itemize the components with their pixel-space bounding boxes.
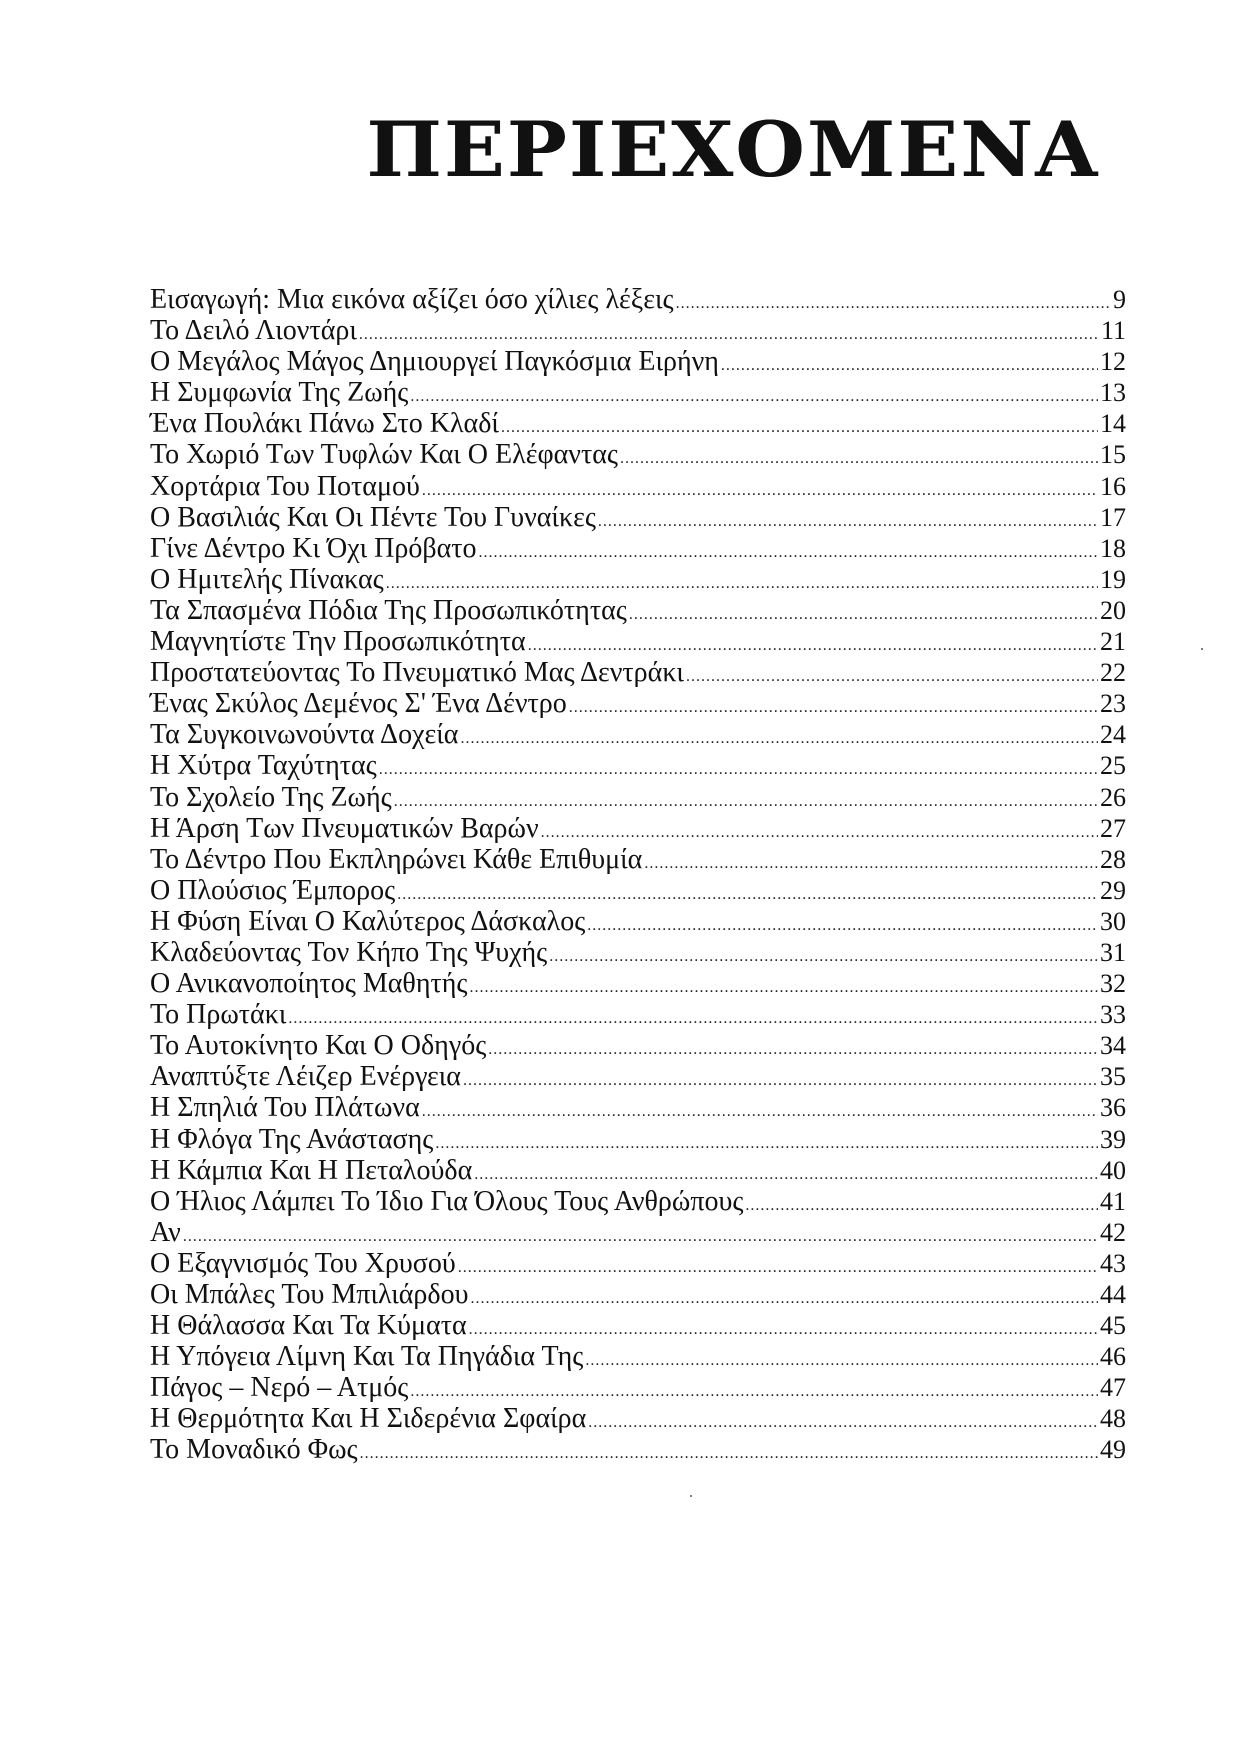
toc-entry bbox=[150, 1372, 1126, 1403]
toc-entry-page-number: 30 bbox=[1100, 906, 1126, 936]
toc-entry-page-number: 31 bbox=[1100, 937, 1126, 967]
dot-leader bbox=[676, 288, 1111, 319]
dot-leader bbox=[620, 443, 1098, 474]
toc-entry bbox=[150, 657, 1126, 688]
toc-entry-page-number: 43 bbox=[1100, 1248, 1126, 1278]
toc-entry-page-number: 22 bbox=[1100, 658, 1126, 688]
toc-entry-title: Η Φλόγα Της Ανάστασης bbox=[150, 1123, 434, 1155]
dot-leader bbox=[435, 1128, 1098, 1159]
toc-entry-title: Μαγνητίστε Την Προσωπικότητα bbox=[150, 626, 526, 658]
toc-entry bbox=[150, 595, 1126, 626]
toc-entry-title: Ο Ήλιος Λάμπει Το Ίδιο Για Όλους Τους Ανθρώπους bbox=[150, 1185, 744, 1217]
toc-entry-page-number: 29 bbox=[1100, 875, 1126, 905]
toc-entry-page-number: 42 bbox=[1100, 1217, 1126, 1247]
dot-leader bbox=[488, 1034, 1098, 1065]
toc-entry-title: Το Μοναδικό Φως bbox=[150, 1434, 358, 1466]
toc-entry-page-number: 28 bbox=[1100, 844, 1126, 874]
dot-leader bbox=[644, 848, 1098, 879]
dot-leader bbox=[379, 754, 1098, 785]
dot-leader bbox=[463, 1065, 1098, 1096]
toc-entry bbox=[150, 502, 1126, 533]
page-title: ΠΕΡΙΕΧΟΜΕΝΑ bbox=[366, 105, 1100, 194]
dot-leader bbox=[422, 1096, 1098, 1127]
toc-entry-title: Ένα Πουλάκι Πάνω Στο Κλαδί bbox=[150, 408, 499, 440]
toc-entry bbox=[150, 937, 1126, 968]
toc-entry-page-number: 36 bbox=[1100, 1093, 1126, 1123]
toc-entry-page-number: 39 bbox=[1100, 1124, 1126, 1154]
toc-entry-title: Η Χύτρα Ταχύτητας bbox=[150, 750, 377, 782]
toc-entry-page-number: 25 bbox=[1100, 751, 1126, 781]
toc-entry-title: Ο Μεγάλος Μάγος Δημιουργεί Παγκόσμια Ειρήνη bbox=[150, 346, 719, 378]
toc-entry-title: Το Δέντρο Που Εκπληρώνει Κάθε Επιθυμία bbox=[150, 843, 643, 875]
dot-leader bbox=[469, 972, 1098, 1003]
toc-entry-title: Η Υπόγεια Λίμνη Και Τα Πηγάδια Της bbox=[150, 1341, 584, 1373]
toc-entry bbox=[150, 346, 1126, 377]
toc-entry-page-number: 21 bbox=[1100, 627, 1126, 657]
toc-entry bbox=[150, 1403, 1126, 1434]
toc-entry-title: Κλαδεύοντας Τον Κήπο Της Ψυχής bbox=[150, 936, 548, 968]
dot-leader bbox=[686, 661, 1098, 692]
toc-entry-page-number: 12 bbox=[1100, 347, 1126, 377]
toc-entry bbox=[150, 1217, 1126, 1248]
toc-entry bbox=[150, 1061, 1126, 1092]
toc-entry bbox=[150, 906, 1126, 937]
toc-entry-page-number: 14 bbox=[1100, 409, 1126, 439]
toc-entry bbox=[150, 408, 1126, 439]
toc-entry bbox=[150, 999, 1126, 1030]
dot-leader bbox=[598, 506, 1098, 537]
dot-leader bbox=[588, 1407, 1098, 1438]
toc-entry bbox=[150, 1279, 1126, 1310]
dot-leader bbox=[410, 381, 1098, 412]
dot-leader bbox=[721, 350, 1098, 381]
toc-entry-page-number: 17 bbox=[1100, 502, 1126, 532]
toc-entry-page-number: 24 bbox=[1100, 720, 1126, 750]
toc-entry-title: Το Δειλό Λιοντάρι bbox=[150, 315, 357, 347]
toc-entry-page-number: 34 bbox=[1100, 1031, 1126, 1061]
toc-entry-title: Η Θάλασσα Και Τα Κύματα bbox=[150, 1310, 467, 1342]
toc-entry bbox=[150, 533, 1126, 564]
toc-entry bbox=[150, 1124, 1126, 1155]
toc-entry-title: Προστατεύοντας Το Πνευματικό Μας Δεντράκι bbox=[150, 657, 684, 689]
table-of-contents bbox=[150, 284, 1126, 1466]
toc-entry bbox=[150, 315, 1126, 346]
toc-entry bbox=[150, 1186, 1126, 1217]
dot-leader bbox=[479, 537, 1098, 568]
toc-entry-page-number: 35 bbox=[1100, 1062, 1126, 1092]
toc-entry-title: Αναπτύξτε Λέιζερ Ενέργεια bbox=[150, 1061, 461, 1093]
toc-entry bbox=[150, 813, 1126, 844]
toc-entry bbox=[150, 719, 1126, 750]
toc-entry-title: Η Θερμότητα Και Η Σιδερένια Σφαίρα bbox=[150, 1403, 587, 1435]
scan-speck bbox=[690, 1495, 692, 1497]
toc-entry-page-number: 49 bbox=[1100, 1435, 1126, 1465]
toc-entry bbox=[150, 564, 1126, 595]
toc-entry-title: Η Φύση Είναι Ο Καλύτερος Δάσκαλος bbox=[150, 905, 586, 937]
toc-entry-title: Οι Μπάλες Του Μπιλιάρδου bbox=[150, 1279, 469, 1310]
toc-entry bbox=[150, 439, 1126, 470]
toc-entry-title: Ένας Σκύλος Δεμένος Σ' Ένα Δέντρο bbox=[150, 688, 567, 720]
toc-entry-page-number: 18 bbox=[1100, 533, 1126, 563]
toc-entry bbox=[150, 626, 1126, 657]
dot-leader bbox=[549, 941, 1098, 972]
toc-entry-title: Αν bbox=[150, 1216, 181, 1248]
toc-entry-page-number: 23 bbox=[1100, 689, 1126, 719]
dot-leader bbox=[458, 1252, 1098, 1283]
toc-entry-title: Τα Σπασμένα Πόδια Της Προσωπικότητας bbox=[150, 594, 627, 626]
toc-entry-page-number: 11 bbox=[1100, 316, 1126, 346]
toc-entry-title: Γίνε Δέντρο Κι Όχι Πρόβατο bbox=[150, 532, 477, 564]
toc-entry bbox=[150, 968, 1126, 999]
scan-speck bbox=[1201, 648, 1203, 650]
toc-entry bbox=[150, 377, 1126, 408]
toc-entry-page-number: 47 bbox=[1100, 1373, 1126, 1403]
toc-entry-title: Η Σπηλιά Του Πλάτωνα bbox=[150, 1092, 420, 1124]
toc-entry bbox=[150, 1030, 1126, 1061]
toc-entry-page-number: 40 bbox=[1100, 1155, 1126, 1185]
dot-leader bbox=[470, 1283, 1098, 1314]
toc-entry-title: Εισαγωγή: Μια εικόνα αξίζει όσο χίλιες λέξεις bbox=[150, 284, 674, 315]
toc-entry-title: Πάγος – Νερό – Ατμός bbox=[150, 1372, 409, 1404]
toc-entry-title: Ο Εξαγνισμός Του Χρυσού bbox=[150, 1247, 456, 1279]
toc-entry-title: Η Συμφωνία Της Ζωής bbox=[150, 377, 409, 409]
dot-leader bbox=[629, 599, 1098, 630]
toc-entry-page-number: 33 bbox=[1100, 1000, 1126, 1030]
toc-entry-page-number: 46 bbox=[1100, 1342, 1126, 1372]
toc-entry bbox=[150, 1341, 1126, 1372]
toc-entry-title: Το Σχολείο Της Ζωής bbox=[150, 781, 392, 813]
dot-leader bbox=[569, 692, 1098, 723]
dot-leader bbox=[585, 1345, 1098, 1376]
toc-entry bbox=[150, 284, 1126, 315]
toc-entry-title: Ο Πλούσιος Έμπορος bbox=[150, 874, 396, 906]
toc-entry-title: Η Άρση Των Πνευματικών Βαρών bbox=[150, 812, 539, 844]
dot-leader bbox=[460, 723, 1098, 754]
dot-leader bbox=[360, 1438, 1098, 1469]
toc-entry bbox=[150, 1155, 1126, 1186]
toc-entry-page-number: 27 bbox=[1100, 813, 1126, 843]
dot-leader bbox=[587, 910, 1098, 941]
toc-entry-page-number: 32 bbox=[1100, 969, 1126, 999]
toc-entry-page-number: 45 bbox=[1100, 1311, 1126, 1341]
toc-entry-page-number: 44 bbox=[1100, 1280, 1126, 1309]
toc-entry-title: Το Πρωτάκι bbox=[150, 999, 287, 1031]
toc-entry bbox=[150, 1310, 1126, 1341]
toc-entry-title: Ο Βασιλιάς Και Οι Πέντε Του Γυναίκες bbox=[150, 501, 596, 533]
toc-entry-page-number: 20 bbox=[1100, 595, 1126, 625]
toc-entry-title: Το Χωριό Των Τυφλών Και Ο Ελέφαντας bbox=[150, 439, 618, 471]
toc-entry-page-number: 41 bbox=[1100, 1186, 1126, 1216]
toc-entry-page-number: 9 bbox=[1113, 285, 1126, 314]
toc-entry bbox=[150, 688, 1126, 719]
toc-entry bbox=[150, 750, 1126, 781]
toc-entry-page-number: 13 bbox=[1100, 378, 1126, 408]
toc-entry bbox=[150, 782, 1126, 813]
dot-leader bbox=[745, 1190, 1098, 1221]
toc-entry-page-number: 26 bbox=[1100, 782, 1126, 812]
toc-entry-title: Ο Ανικανοποίητος Μαθητής bbox=[150, 968, 468, 1000]
toc-entry bbox=[150, 471, 1126, 502]
toc-entry-title: Χορτάρια Του Ποταμού bbox=[150, 470, 420, 502]
toc-entry bbox=[150, 1092, 1126, 1123]
toc-entry-page-number: 16 bbox=[1100, 471, 1126, 501]
toc-entry-page-number: 48 bbox=[1100, 1404, 1126, 1434]
toc-entry-title: Το Αυτοκίνητο Και Ο Οδηγός bbox=[150, 1030, 487, 1062]
toc-entry bbox=[150, 875, 1126, 906]
toc-entry-title: Τα Συγκοινωνούντα Δοχεία bbox=[150, 719, 459, 751]
toc-entry bbox=[150, 844, 1126, 875]
toc-entry-title: Η Κάμπια Και Η Πεταλούδα bbox=[150, 1154, 473, 1186]
toc-entry-page-number: 15 bbox=[1100, 440, 1126, 470]
toc-entry bbox=[150, 1434, 1126, 1465]
toc-entry-page-number: 19 bbox=[1100, 564, 1126, 594]
toc-entry bbox=[150, 1248, 1126, 1279]
toc-entry-title: Ο Ημιτελής Πίνακας bbox=[150, 563, 384, 595]
